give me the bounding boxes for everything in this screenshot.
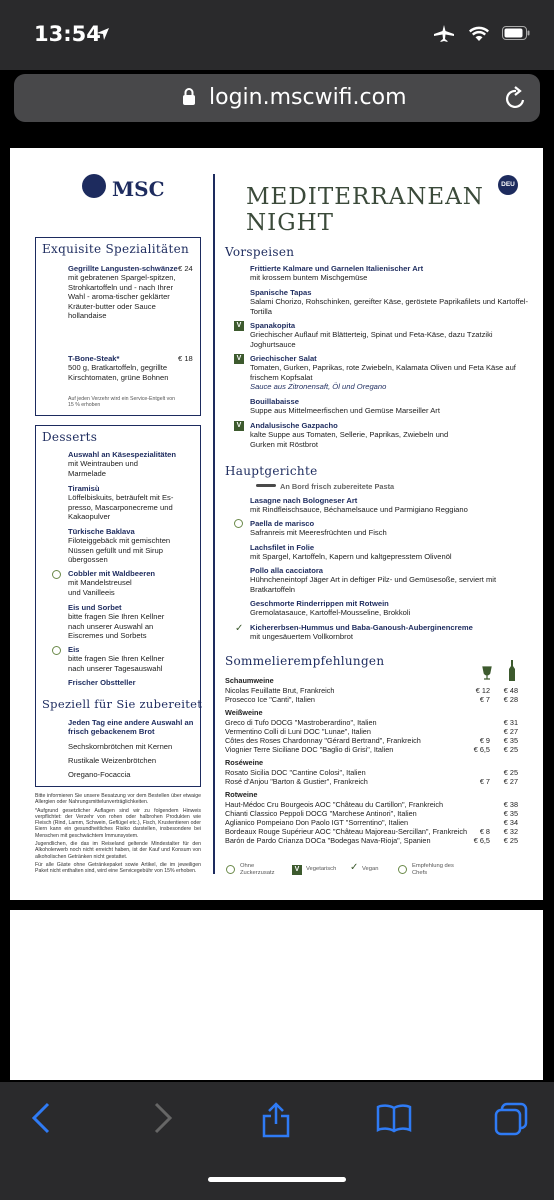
msc-emblem-icon [82,174,106,198]
price: € 24 [178,264,193,273]
menu-item: Rustikale Weizenbrötchen [68,756,157,765]
share-icon[interactable] [261,1102,291,1138]
no-sugar-icon [52,646,61,655]
battery-icon [502,26,530,40]
menu-item: Frittierte Kalmare und Garnelen Italienischer Art mit krossem buntem Mischgemüse [250,264,424,283]
legend-vegan: Vegan [362,866,379,872]
reload-icon[interactable] [504,85,528,111]
glass-icon [482,666,492,680]
tabs-icon[interactable] [494,1102,528,1136]
wine-row: Viognier Terre Siciliane DOC "Baglio di Grisi", Italien [225,745,394,754]
menu-item: Oregano-Focaccia [68,770,131,779]
fine-print: Bitte informieren Sie unsere Besatzung vor dem Bestellen über etwaige Allergien oder Nahrungsmittelunverträglichkeiten. *Aufgrund gesetzlicher Auflagen sind wir zu folgendem Hinweis verpflichtet: der Verzehr von rohen oder halbrohen Produkten wie Fleisch (Rind, Lamm, Schwein, Geflügel etc.), Fisch, Krustentieren oder Eiern kann ein gesundheitliches Risiko darstellen, insbesondere bei Menschen mit geschwächtem Immunsystem. Jugendlichen, die das im Reiseland geltende Mindestalter für den Alkoholerwerb noch nicht erreicht haben, ist der Kauf und Konsum von alkoholischen Getränken nicht gestattet. Für alle Gäste ohne Getränkepaket sowie Artikel, die im jeweiligen Paket nicht enthalten sind, wird eine Servicegebühr von 15% erhoben. [35,793,201,875]
menu-item: Spanakopita Griechischer Auflauf mit Blätterteig, Spinat und Feta-Käse, dazu Tzatziki Joghurtsauce [250,321,493,349]
bottle-icon [508,660,516,682]
menu-item: Paella de marisco Safranreis mit Meeresfrüchten und Fisch [250,519,387,538]
pasta-note: An Bord frisch zubereitete Pasta [280,482,395,491]
back-icon[interactable] [30,1102,52,1134]
menu-item: Sechskornbrötchen mit Kernen [68,742,173,751]
forward-icon[interactable] [152,1102,174,1134]
wine-row: Côtes des Roses Chardonnay "Gérard Bertrand", Frankreich [225,736,421,745]
legend-vegetarian: Vegetarisch [306,866,337,872]
vegetarian-icon: V [234,421,244,431]
menu-page: MSC MEDITERRANEAN NIGHT DEU Exquisite Spezialitäten Gegrillte Langusten-schwänze mit gebratenen Spargel-spitzen, Strohkartoffeln und - nach Ihrer Wahl - aroma-tischer geklärter Kräuter-butter oder Sauce hollandaise € 24 T-Bone-Steak* 500 g, Bratkartoffeln, gegrillte Kirschtomaten, grüne Bohnen € 18 Auf jeden Verzehr wird ein Service-Entgelt von 15 % erhoben Desserts Auswahl an Käsespezialitäten mit Weintrauben und Marmelade Tiramisù Löffelbiskuits, beträufelt mit Es-presso, Mascarponecreme und Kakaopulver Türkische Baklava Filoteiggebäck mit gemischten Nüssen gefüllt und mit Sirup übergossen Cobbler mit Waldbeeren mit Mandelstreusel und Vanilleeis Eis und Sorbet bitte fragen Sie Ihren Kellner nach unserer Auswahl an Eiscremes und Sorbets Eis bitte fragen Sie Ihren Kellner nach unserer Tagesauswahl Frischer Obstteller Speziell für Sie zubereitet Jeden Tag eine andere Auswahl an frisch gebackenem Brot Sechskornbrötchen mit Kernen Rustikale Weizenbrötchen Oregano-Focaccia Bitte informieren Sie unsere Besatzung vor dem Bestellen über etwaige Allergien oder Nahrungsmittelunverträglichkeiten. *Aufgrund gesetzlicher Auflagen sind wir zu folgendem Hinweis verpflichtet: der Verzehr von rohen oder halbrohen Produkten wie Fleisch (Rind, Lamm, Schwein, Geflügel etc.), Fisch, Krustentieren oder Eiern kann ein gesundheitliches Risiko darstellen, insbesondere bei Menschen mit geschwächtem Immunsystem. Jugendlichen, die das im Reiseland geltende Mindestalter für den Alkoholerwerb noch nicht erreicht haben, ist der Kauf und Konsum von alkoholischen Getränken nicht gestattet. Für alle Gäste ohne Getränkepaket sowie Artikel, die im jeweiligen Paket nicht enthalten sind, wird eine Servicegebühr von 15% erhoben. Vorspeisen Frittierte Kalmare und Garnelen Italienischer Art mit krossem buntem Mischgemüse Spanische Tapas Salami Chorizo, Rohschinken, gereifter Käse, geröstete Paprikafilets und Kartoffel-Tortilla V Spanakopita Griechischer Auflauf mit Blätterteig, Spinat und Feta-Käse, dazu Tzatziki Joghurtsauce V Griechischer Salat Tomaten, Gurken, Paprikas, rote Zwiebeln, Kalamata Oliven und Feta Käse auf frischem Kopfsalat Sauce aus Zitronensaft, Öl und Oregano Bouillabaisse Suppe aus Mittelmeerfischen und Gemüse Marseiller Art V Andalusische Gazpacho kalte Suppe aus Tomaten, Sellerie, Paprikas, Zwiebeln und Gurken mit Röstbrot Hauptgerichte An Bord frisch zubereitete Pasta Lasagne nach Bologneser Art mit Rindfleischsauce, Béchamelsauce und Parmigiano Reggiano Paella de marisco Safranreis mit Meeresfrüchten und Fisch Lachsfilet in Folie mit Spargel, Kartoffeln, Kapern und kaltgepresstem Olivenöl Pollo alla cacciatora Hühncheneintopf Jäger Art in deftiger Pilz- und Gemüsesoße, serviert mit Bratkartoffeln Geschmorte Rinderrippen mit Rotwein Gremolatasauce, Kartoffel-Mousseline, Brokkoli ✓ Kichererbsen-Hummus und Baba-Ganoush-Auberginencreme mit ungesäuertem Vollkornbrot Sommelierempfehlungen Schaumweine Nicolas Feuillatte Brut, Frankreich € 12 € 48 Prosecco Ice "Canti", Italien € 7 € 28 Weißweine Greco di Tufo DOCG "Mastroberardino", Italien € 31 Vermentino Colli di Luni DOC "Lunae", Italien € 27 Côtes des Roses Chardonnay "Gérard Bertrand", Frankreich € 9 € 35 Viognier Terre Siciliane DOC "Baglio di Grisi", Italien € 6,5 € 25 Roséweine Rosato Sicilia DOC "Cantine Colosi", Italien € 25 Rosé d'Anjou "Barton & Gustier", Frankreich € 7 € 27 Rotweine Haut-Médoc Cru Bourgeois AOC "Château du Cartillon", Frankreich € 38 Chianti Classico Peppoli DOCG "Marchese Antinori", Italien € 35 Aglianico Pompeiano Don Paolo IGT "Sorrentino", Italien € 34 Bordeaux Rouge Supérieur AOC "Château Majoreau-Sercillan", Frankreich € 8 € 32 Barón de Pardo Crianza DOCa "Bodegas Nava-Rioja", Spanien € 6,5 € 25 Ohne Zuckerzusatz V Vegetarisch ✓ Vegan Empfehlung des Chefs [10,148,543,900]
vegan-icon: ✓ [350,862,359,873]
address-bar[interactable] [14,74,540,122]
wine-row: Haut-Médoc Cru Bourgeois AOC "Château du Cartillon", Frankreich [225,800,444,809]
wine-row: Chianti Classico Peppoli DOCG "Marchese Antinori", Italien [225,809,417,818]
menu-item: Türkische Baklava Filoteiggebäck mit gemischten Nüssen gefüllt und mit Sirup übergossen [68,527,171,565]
price: € 18 [178,354,193,363]
wine-row: Rosato Sicilia DOC "Cantine Colosi", Italien [225,768,366,777]
special-header: Speziell für Sie zubereitet [42,697,203,711]
menu-item: Andalusische Gazpacho kalte Suppe aus Tomaten, Sellerie, Paprikas, Zwiebeln und Gurken mit Röstbrot [250,421,449,449]
legend-no-sugar: Ohne Zuckerzusatz [240,863,275,876]
wine-category: Weißweine [225,708,263,717]
menu-item: Lachsfilet in Folie mit Spargel, Kartoffeln, Kapern und kaltgepresstem Olivenöl [250,543,452,562]
vegetarian-icon: V [292,865,302,875]
menu-item: Lasagne nach Bologneser Art mit Rindfleischsauce, Béchamelsauce und Parmigiano Reggiano [250,496,468,515]
menu-item: T-Bone-Steak* 500 g, Bratkartoffeln, gegrillte Kirschtomaten, grüne Bohnen [68,354,169,382]
wine-row: Bordeaux Rouge Supérieur AOC "Château Majoreau-Sercillan", Frankreich [225,827,468,836]
menu-item: Spanische Tapas Salami Chorizo, Rohschinken, gereifter Käse, geröstete Paprikafilets und Kartoffel-Tortilla [250,288,529,316]
divider [213,174,215,874]
clock: 13:54 [34,22,101,46]
wine-row: Prosecco Ice "Canti", Italien [225,695,315,704]
vegan-icon: ✓ [235,623,244,634]
language-badge[interactable]: DEU [498,175,518,195]
home-indicator [208,1177,346,1182]
menu-item: Geschmorte Rinderrippen mit Rotwein Gremolatasauce, Kartoffel-Mousseline, Brokkoli [250,599,411,618]
menu-item: Tiramisù Löffelbiskuits, beträufelt mit Es-presso, Mascarponecreme und Kakaopulver [68,484,174,522]
url-text: login.mscwifi.com [209,85,407,110]
chef-recommendation-icon [398,865,407,874]
wine-row: Aglianico Pompeiano Don Paolo IGT "Sorrentino", Italien [225,818,409,827]
vegetarian-icon: V [234,354,244,364]
menu-item: Frischer Obstteller [68,678,136,687]
next-page [10,910,543,1080]
chef-recommendation-icon [52,570,61,579]
wifi-icon [468,25,490,42]
menu-item: Pollo alla cacciatora Hühncheneintopf Jäger Art in deftiger Pilz- und Gemüsesoße, serviert mit Bratkartoffeln [250,566,497,594]
menu-item: Cobbler mit Waldbeeren mit Mandelstreusel und Vanilleeis [68,569,156,597]
menu-item: Eis und Sorbet bitte fragen Sie Ihren Kellner nach unserer Auswahl an Eiscremes und Sorbets [68,603,165,641]
wine-row: Rosé d'Anjou "Barton & Gustier", Frankreich [225,777,368,786]
menu-item: Kichererbsen-Hummus und Baba-Ganoush-Auberginencreme mit ungesäuertem Vollkornbrot [250,623,473,642]
safari-toolbar [0,1082,554,1200]
mains-header: Hauptgerichte [225,464,318,478]
menu-item: Jeden Tag eine andere Auswahl an frisch gebackenem Brot [68,718,194,737]
menu-item: Eis bitte fragen Sie Ihren Kellner nach unserer Tagesauswahl [68,645,165,673]
menu-item: Bouillabaisse Suppe aus Mittelmeerfischen und Gemüse Marseiller Art [250,397,440,416]
starters-header: Vorspeisen [225,245,295,259]
location-arrow-icon [96,27,110,41]
wine-category: Roséweine [225,758,264,767]
status-bar [0,0,554,70]
vegetarian-icon: V [234,321,244,331]
airplane-icon [432,24,456,42]
pasta-icon [256,484,276,487]
logo-text: MSC [112,177,165,201]
chef-recommendation-icon [234,519,243,528]
menu-item: Auswahl an Käsespezialitäten mit Weintrauben und Marmelade [68,450,177,478]
service-note: Auf jeden Verzehr wird ein Service-Entgelt von 15 % erhoben [68,396,175,409]
wine-row: Barón de Pardo Crianza DOCa "Bodegas Nava-Rioja", Spanien [225,836,431,845]
legend-chef: Empfehlung des Chefs [412,863,454,876]
wine-header: Sommelierempfehlungen [225,654,385,668]
menu-item: Griechischer Salat Tomaten, Gurken, Paprikas, rote Zwiebeln, Kalamata Oliven und Feta Käse auf frischem Kopfsalat Sauce aus Zitronensaft, Öl und Oregano [250,354,516,392]
wine-row: Nicolas Feuillatte Brut, Frankreich [225,686,335,695]
lock-icon [182,88,196,106]
desserts-header: Desserts [42,430,98,444]
menu-title: MEDITERRANEAN NIGHT [246,184,484,236]
specials-header: Exquisite Spezialitäten [42,242,190,256]
wine-row: Vermentino Colli di Luni DOC "Lunae", Italien [225,727,371,736]
bookmarks-icon[interactable] [376,1102,412,1134]
wine-category: Rotweine [225,790,258,799]
wine-category: Schaumweine [225,676,274,685]
no-sugar-icon [226,865,235,874]
wine-row: Greco di Tufo DOCG "Mastroberardino", Italien [225,718,377,727]
menu-item: Gegrillte Langusten-schwänze mit gebratenen Spargel-spitzen, Strohkartoffeln und - nach Ihrer Wahl - aroma-tischer geklärter Kräuter-butter oder Sauce hollandaise [68,264,178,321]
